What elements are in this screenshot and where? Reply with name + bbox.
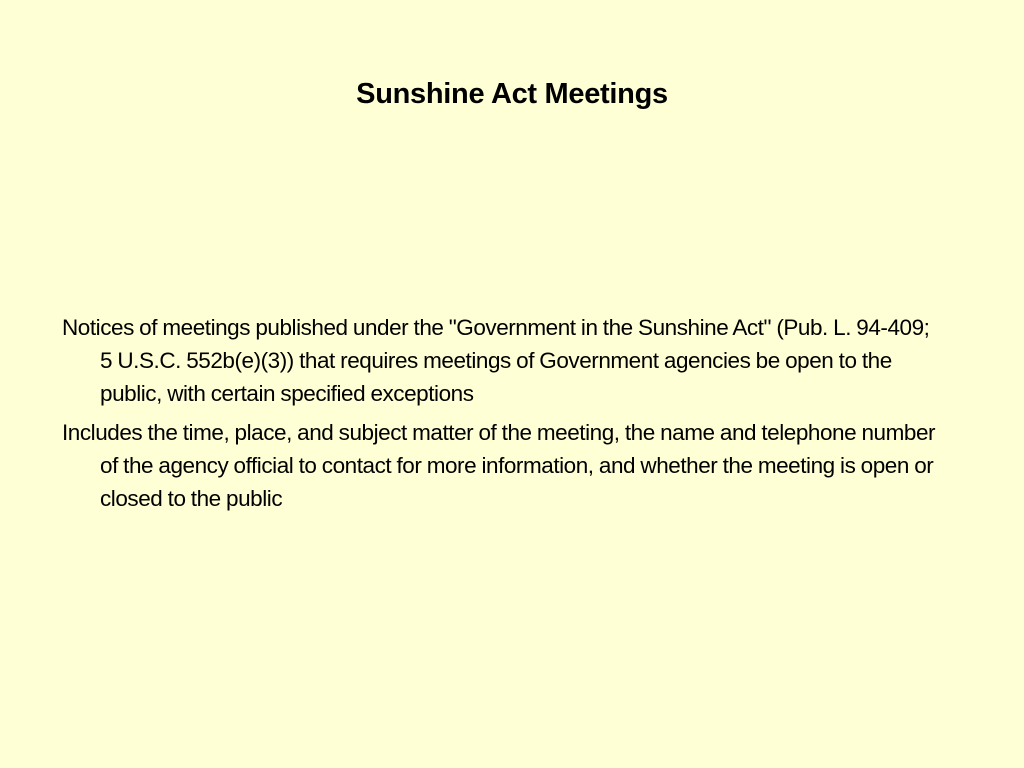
slide-body [62,311,942,521]
body-paragraph-1: Notices of meetings published under the "Government in the Sunshine Act" (Pub. L. 94-409; 5 U.S.C. 552b(e)(3)) that requires meetings of Government agencies be open to the public, with certain specified exceptions [62,315,930,406]
slide-title: Sunshine Act Meetings [356,78,668,110]
body-paragraph-2: Includes the time, place, and subject matter of the meeting, the name and telephone number of the agency official to contact for more information, and whether the meeting is open or closed to the public [62,420,936,511]
